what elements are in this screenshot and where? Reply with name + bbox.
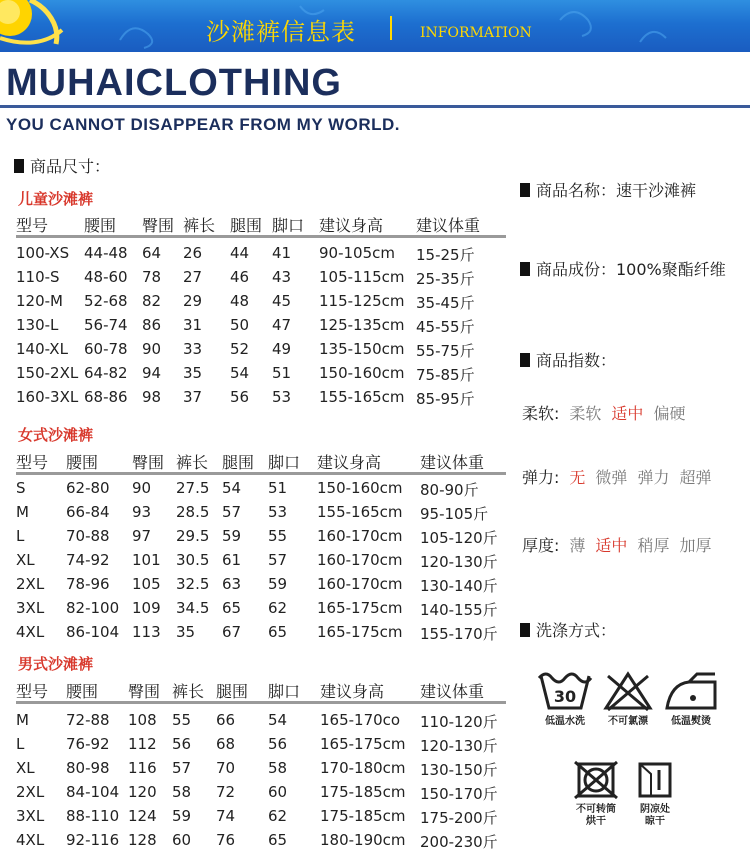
index-heading: 商品指数： <box>520 348 616 371</box>
brand-name: MUHAICLOTHING <box>6 62 342 104</box>
column-header: 臀围 <box>132 453 165 472</box>
table-cell: M <box>16 503 29 521</box>
table-cell: 48-60 <box>84 268 128 286</box>
elasticity-option: 微弹 <box>595 468 628 487</box>
table-cell: 62-80 <box>66 479 110 497</box>
table-cell: 97 <box>132 527 152 545</box>
care-no-tumble-dry: 不可转筒 烘干 <box>564 760 628 828</box>
kids-table-header <box>16 213 506 235</box>
table-cell: 94 <box>142 364 162 382</box>
column-header: 腰围 <box>66 453 99 472</box>
table-cell: 90 <box>142 340 162 358</box>
table-cell: 54 <box>268 711 288 729</box>
thickness-label: 厚度: <box>522 536 560 555</box>
table-cell: 57 <box>172 759 192 777</box>
thickness-option: 适中 <box>595 536 628 555</box>
table-cell: 120-130斤 <box>420 553 498 571</box>
table-cell: 55-75斤 <box>416 342 475 360</box>
table-cell: 80-90斤 <box>420 481 479 499</box>
table-cell: 76 <box>216 831 236 849</box>
table-cell: 165-175cm <box>320 735 406 753</box>
table-cell: 31 <box>183 316 203 334</box>
table-row <box>16 340 506 364</box>
column-header: 建议体重 <box>420 453 485 472</box>
brand-divider <box>0 105 750 108</box>
table-cell: 74 <box>216 807 236 825</box>
table-cell: 80-98 <box>66 759 110 777</box>
table-cell: 58 <box>172 783 192 801</box>
column-header: 建议身高 <box>317 453 382 472</box>
table-cell: 59 <box>222 527 242 545</box>
elasticity-option: 超弹 <box>679 468 712 487</box>
brand-tagline: YOU CANNOT DISAPPEAR FROM MY WORLD. <box>6 115 401 134</box>
table-row <box>16 388 506 412</box>
table-cell: 4XL <box>16 831 45 849</box>
table-cell: 45-55斤 <box>416 318 475 336</box>
table-cell: 115-125cm <box>319 292 405 310</box>
table-cell: 57 <box>222 503 242 521</box>
softness-scale <box>522 401 685 424</box>
table-cell: 65 <box>268 831 288 849</box>
table-cell: 44-48 <box>84 244 128 262</box>
table-cell: 26 <box>183 244 203 262</box>
product-material: 商品成份：100%聚酯纤维 <box>520 257 726 280</box>
table-cell: 93 <box>132 503 152 521</box>
column-header: 裤长 <box>176 453 209 472</box>
sun-swirl-icon <box>0 0 750 52</box>
table-row <box>16 599 506 623</box>
table-cell: 61 <box>222 551 242 569</box>
table-row <box>16 364 506 388</box>
banner-subtitle: INFORMATION <box>420 25 532 41</box>
table-cell: 130-150斤 <box>420 761 498 779</box>
table-cell: L <box>16 735 25 753</box>
table-cell: 60 <box>172 831 192 849</box>
table-cell: 32.5 <box>176 575 210 593</box>
table-cell: 120-130斤 <box>420 737 498 755</box>
bullet-square-icon <box>14 159 24 173</box>
table-cell: 2XL <box>16 783 45 801</box>
table-cell: 72 <box>216 783 236 801</box>
table-cell: 75-85斤 <box>416 366 475 384</box>
table-row <box>16 551 506 575</box>
column-header: 腰围 <box>84 216 117 235</box>
women-size-table <box>16 450 506 647</box>
table-cell: 60-78 <box>84 340 128 358</box>
thickness-option: 薄 <box>569 536 586 555</box>
thickness-scale <box>522 533 711 556</box>
bullet-square-icon <box>520 353 530 367</box>
table-cell: 49 <box>272 340 292 358</box>
column-header: 型号 <box>16 216 49 235</box>
table-cell: 84-104 <box>66 783 120 801</box>
table-cell: S <box>16 479 26 497</box>
table-cell: 2XL <box>16 575 45 593</box>
table-cell: 66-84 <box>66 503 110 521</box>
table-cell: 165-175cm <box>317 623 403 641</box>
table-cell: 34.5 <box>176 599 210 617</box>
table-row <box>16 268 506 292</box>
column-header: 腿围 <box>230 216 263 235</box>
table-cell: 63 <box>222 575 242 593</box>
table-cell: 41 <box>272 244 292 262</box>
column-header: 脚口 <box>268 682 301 701</box>
table-cell: 92-116 <box>66 831 120 849</box>
table-cell: 28.5 <box>176 503 210 521</box>
table-cell: 86-104 <box>66 623 120 641</box>
table-cell: 130-L <box>16 316 59 334</box>
table-cell: 44 <box>230 244 250 262</box>
table-row <box>16 735 506 759</box>
size-heading: 商品尺寸： <box>14 154 110 177</box>
table-cell: 72-88 <box>66 711 110 729</box>
table-cell: 124 <box>128 807 157 825</box>
shade-dry-icon <box>635 760 675 800</box>
table-cell: 56 <box>268 735 288 753</box>
column-header: 腿围 <box>216 682 249 701</box>
elasticity-scale <box>522 465 711 488</box>
table-cell: 30.5 <box>176 551 210 569</box>
column-header: 腿围 <box>222 453 255 472</box>
softness-option: 柔软 <box>569 404 602 423</box>
table-cell: 120 <box>128 783 157 801</box>
bullet-square-icon <box>520 262 530 276</box>
product-name: 商品名称：速干沙滩裤 <box>520 178 696 201</box>
column-header: 脚口 <box>272 216 305 235</box>
column-header: 建议体重 <box>416 216 481 235</box>
table-cell: 65 <box>222 599 242 617</box>
men-table-header <box>16 679 506 701</box>
table-cell: 95-105斤 <box>420 505 489 523</box>
header-banner <box>0 0 750 52</box>
table-cell: 140-155斤 <box>420 601 498 619</box>
table-cell: 150-160cm <box>317 479 403 497</box>
bullet-square-icon <box>520 183 530 197</box>
kids-size-table <box>16 213 506 412</box>
table-cell: 170-180cm <box>320 759 406 777</box>
table-cell: 47 <box>272 316 292 334</box>
elasticity-option: 无 <box>569 468 586 487</box>
table-cell: 135-150cm <box>319 340 405 358</box>
table-cell: 55 <box>172 711 192 729</box>
table-cell: 70-88 <box>66 527 110 545</box>
table-cell: 67 <box>222 623 242 641</box>
table-cell: 58 <box>268 759 288 777</box>
bullet-square-icon <box>520 623 530 637</box>
svg-text:30: 30 <box>553 687 577 706</box>
table-row <box>16 623 506 647</box>
table-cell: 33 <box>183 340 203 358</box>
table-cell: 51 <box>268 479 288 497</box>
table-cell: 116 <box>128 759 157 777</box>
women-table-header <box>16 450 506 472</box>
table-cell: 128 <box>128 831 157 849</box>
kids-section-title: 儿童沙滩裤 <box>18 190 94 208</box>
table-cell: 180-190cm <box>320 831 406 849</box>
table-cell: 105 <box>132 575 161 593</box>
table-cell: 155-165cm <box>319 388 405 406</box>
table-cell: 150-160cm <box>319 364 405 382</box>
softness-label: 柔软: <box>522 404 560 423</box>
table-row <box>16 783 506 807</box>
table-cell: 150-170斤 <box>420 785 498 803</box>
table-row <box>16 244 506 268</box>
table-cell: 82 <box>142 292 162 310</box>
table-cell: 70 <box>216 759 236 777</box>
table-cell: 112 <box>128 735 157 753</box>
table-cell: 25-35斤 <box>416 270 475 288</box>
table-cell: 27 <box>183 268 203 286</box>
table-cell: 160-170cm <box>317 575 403 593</box>
table-cell: 50 <box>230 316 250 334</box>
iron-low-icon <box>663 668 719 712</box>
table-cell: XL <box>16 759 35 777</box>
table-row <box>16 759 506 783</box>
table-cell: 78 <box>142 268 162 286</box>
table-cell: 51 <box>272 364 292 382</box>
softness-option: 偏硬 <box>653 404 686 423</box>
table-cell: 37 <box>183 388 203 406</box>
thickness-option: 加厚 <box>679 536 712 555</box>
table-cell: 140-XL <box>16 340 68 358</box>
table-cell: 110-S <box>16 268 60 286</box>
column-header: 型号 <box>16 682 49 701</box>
table-cell: 60 <box>268 783 288 801</box>
table-cell: M <box>16 711 29 729</box>
table-cell: 125-135cm <box>319 316 405 334</box>
table-cell: 3XL <box>16 599 45 617</box>
table-cell: 52 <box>230 340 250 358</box>
table-row <box>16 831 506 855</box>
table-cell: 53 <box>268 503 288 521</box>
elasticity-label: 弹力: <box>522 468 560 487</box>
table-cell: L <box>16 527 25 545</box>
table-cell: 4XL <box>16 623 45 641</box>
table-cell: 66 <box>216 711 236 729</box>
table-cell: 62 <box>268 599 288 617</box>
table-cell: 100-XS <box>16 244 70 262</box>
column-header: 建议体重 <box>420 682 485 701</box>
table-cell: 46 <box>230 268 250 286</box>
table-cell: 55 <box>268 527 288 545</box>
care-iron-low: 低温熨烫 <box>660 668 722 728</box>
column-header: 裤长 <box>183 216 216 235</box>
table-cell: 155-170斤 <box>420 625 498 643</box>
no-tumble-dry-icon <box>571 760 621 800</box>
table-cell: 59 <box>172 807 192 825</box>
men-section-title: 男式沙滩裤 <box>18 655 94 673</box>
table-cell: 130-140斤 <box>420 577 498 595</box>
care-no-bleach: 不可氯漂 <box>597 668 659 728</box>
table-cell: 35-45斤 <box>416 294 475 312</box>
table-cell: 101 <box>132 551 161 569</box>
table-row <box>16 711 506 735</box>
table-row <box>16 807 506 831</box>
table-cell: 29.5 <box>176 527 210 545</box>
table-cell: 98 <box>142 388 162 406</box>
column-header: 腰围 <box>66 682 99 701</box>
table-cell: 160-170cm <box>317 527 403 545</box>
table-cell: 15-25斤 <box>416 246 475 264</box>
table-cell: 175-185cm <box>320 783 406 801</box>
banner-divider <box>390 16 392 40</box>
column-header: 臀围 <box>128 682 161 701</box>
table-row <box>16 316 506 340</box>
banner-title: 沙滩裤信息表 <box>206 18 356 46</box>
table-cell: 165-175cm <box>317 599 403 617</box>
table-cell: 29 <box>183 292 203 310</box>
table-cell: 35 <box>183 364 203 382</box>
table-cell: 76-92 <box>66 735 110 753</box>
table-cell: 54 <box>230 364 250 382</box>
table-cell: 54 <box>222 479 242 497</box>
table-cell: 160-3XL <box>16 388 79 406</box>
table-cell: 64 <box>142 244 162 262</box>
table-cell: 57 <box>268 551 288 569</box>
table-cell: 82-100 <box>66 599 120 617</box>
table-cell: 165-170co <box>320 711 401 729</box>
table-cell: 105-115cm <box>319 268 405 286</box>
table-cell: 105-120斤 <box>420 529 498 547</box>
column-header: 裤长 <box>172 682 205 701</box>
table-row <box>16 479 506 503</box>
women-section-title: 女式沙滩裤 <box>18 426 94 444</box>
table-cell: 3XL <box>16 807 45 825</box>
table-cell: 85-95斤 <box>416 390 475 408</box>
table-cell: 160-170cm <box>317 551 403 569</box>
elasticity-option: 弹力 <box>637 468 670 487</box>
table-cell: 150-2XL <box>16 364 79 382</box>
table-cell: 175-200斤 <box>420 809 498 827</box>
column-header: 型号 <box>16 453 49 472</box>
column-header: 建议身高 <box>319 216 384 235</box>
table-cell: XL <box>16 551 35 569</box>
table-cell: 62 <box>268 807 288 825</box>
table-cell: 110-120斤 <box>420 713 498 731</box>
no-bleach-icon <box>600 668 656 712</box>
table-row <box>16 527 506 551</box>
wash-30-icon <box>537 668 593 712</box>
table-cell: 68-86 <box>84 388 128 406</box>
care-shade-dry: 阴凉处 晾干 <box>626 760 684 828</box>
table-cell: 56-74 <box>84 316 128 334</box>
table-cell: 27.5 <box>176 479 210 497</box>
table-cell: 86 <box>142 316 162 334</box>
table-cell: 90-105cm <box>319 244 395 262</box>
table-cell: 64-82 <box>84 364 128 382</box>
table-cell: 88-110 <box>66 807 120 825</box>
table-cell: 120-M <box>16 292 63 310</box>
table-cell: 52-68 <box>84 292 128 310</box>
table-cell: 155-165cm <box>317 503 403 521</box>
table-cell: 59 <box>268 575 288 593</box>
table-cell: 48 <box>230 292 250 310</box>
table-cell: 56 <box>172 735 192 753</box>
table-row <box>16 575 506 599</box>
care-wash-30: 30 低温水洗 <box>534 668 596 728</box>
column-header: 脚口 <box>268 453 301 472</box>
softness-option: 适中 <box>611 404 644 423</box>
table-cell: 200-230斤 <box>420 833 498 851</box>
table-cell: 175-185cm <box>320 807 406 825</box>
thickness-option: 稍厚 <box>637 536 670 555</box>
table-cell: 35 <box>176 623 196 641</box>
wash-heading: 洗涤方式： <box>520 618 616 641</box>
table-cell: 43 <box>272 268 292 286</box>
column-header: 臀围 <box>142 216 175 235</box>
table-cell: 113 <box>132 623 161 641</box>
table-cell: 53 <box>272 388 292 406</box>
men-size-table <box>16 679 506 855</box>
table-cell: 108 <box>128 711 157 729</box>
table-cell: 74-92 <box>66 551 110 569</box>
table-row <box>16 503 506 527</box>
table-cell: 65 <box>268 623 288 641</box>
table-cell: 90 <box>132 479 152 497</box>
table-cell: 56 <box>230 388 250 406</box>
table-cell: 68 <box>216 735 236 753</box>
table-cell: 109 <box>132 599 161 617</box>
table-cell: 45 <box>272 292 292 310</box>
table-row <box>16 292 506 316</box>
column-header: 建议身高 <box>320 682 385 701</box>
table-cell: 78-96 <box>66 575 110 593</box>
